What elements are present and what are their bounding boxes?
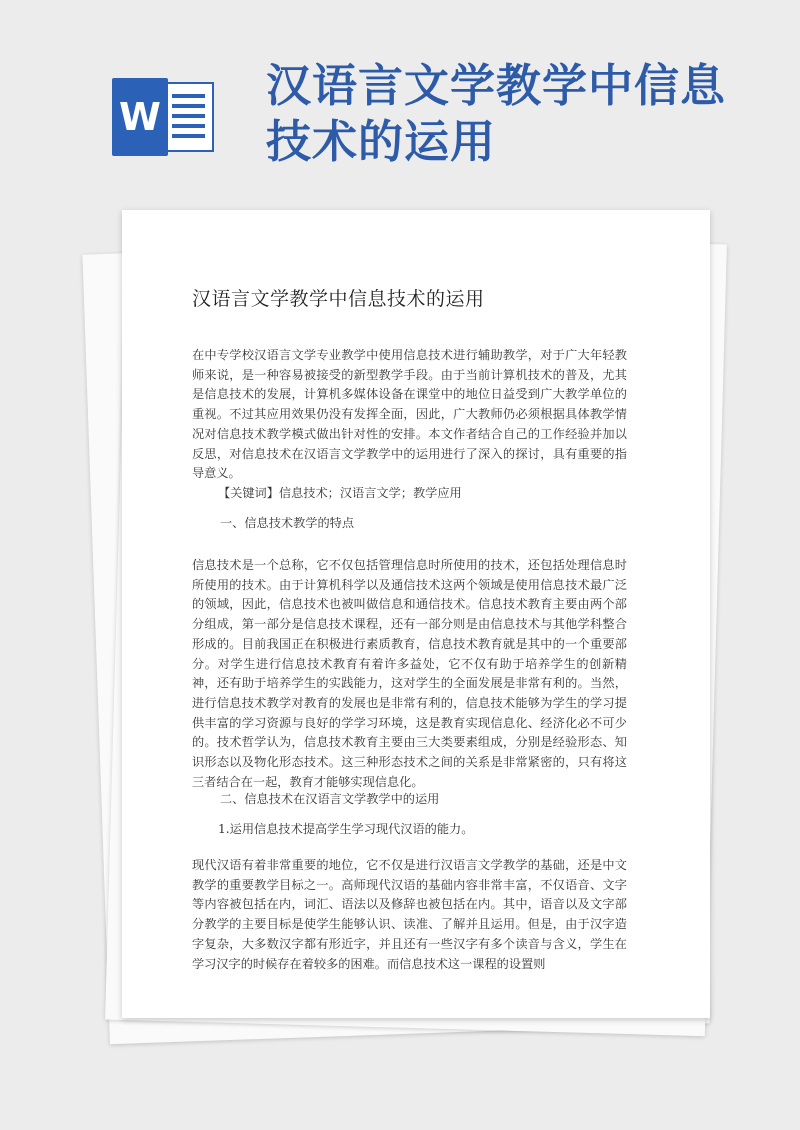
word-logo	[112, 78, 214, 156]
section-2-paragraph: 现代汉语有着非常重要的地位，它不仅是进行汉语言文学教学的基础，还是中文教学的重要教学目标之一。高师现代汉语的基础内容非常丰富，不仅语音、文字等内容被包括在内，词汇、语法以及修辞也被包括在内。其中，语音以及文字部分教学的主要目标是使学生能够认识、读准、了解并且运用。但是，由于汉字造字复杂，大多数汉字都有形近字，并且还有一些汉字有多个读音与含义，学生在学习汉字的时候存在着较多的困难。而信息技术这一课程的设置则	[192, 858, 627, 971]
document-title: 汉语言文学教学中信息技术的运用	[192, 288, 485, 310]
section-heading-1: 一、信息技术教学的特点	[220, 516, 355, 530]
word-w-icon: W	[112, 78, 168, 156]
section-heading-2: 二、信息技术在汉语言文学教学中的运用	[220, 792, 440, 806]
keywords-line: 【关键词】信息技术；汉语言文学；教学应用	[218, 486, 462, 500]
document-page	[122, 210, 710, 1018]
section-1-paragraph: 信息技术是一个总称，它不仅包括管理信息时所使用的技术，还包括处理信息时所使用的技术。由于计算机科学以及通信技术这两个领域是使用信息技术最广泛的领域，因此，信息技术也被叫做信息和通信技术。信息技术教育主要由两个部分组成，第一部分是信息技术课程，还有一部分则是由信息技术与其他学科整合形成的。目前我国正在积极进行素质教育，信息技术教育就是其中的一个重要部分。对学生进行信息技术教育有着许多益处，它不仅有助于培养学生的创新精神，还有助于培养学生的实践能力，这对学生的全面发展是非常有利的。当然，进行信息技术教学对教育的发展也是非常有利的，信息技术能够为学生的学习提供丰富的学习资源与良好的学学习环境，这是教育实现信息化、经济化必不可少的。技术哲学认为，信息技术教育主要由三大类要素组成，分别是经验形态、知识形态以及物化形态技术。这三种形态技术之间的关系是非常紧密的，只有将这三者结合在一起，教育才能够实现信息化。	[192, 558, 627, 789]
header-title: 汉语言文学教学中信息技术的运用	[266, 59, 727, 168]
subsection-heading-1: 1.运用信息技术提高学生学习现代汉语的能力。	[218, 822, 474, 836]
abstract-paragraph: 在中专学校汉语言文学专业教学中使用信息技术进行辅助教学，对于广大年轻教师来说，是一种容易被接受的新型教学手段。由于当前计算机技术的普及，尤其是信息技术的发展，计算机多媒体设备在课堂中的地位日益受到广大教学单位的重视。不过其应用效果仍没有发挥全面，因此，广大教师仍必须根据具体教学情况对信息技术教学模式做出针对性的安排。本文作者结合自己的工作经验并加以反思，对信息技术在汉语言文学教学中的运用进行了深入的探讨，具有重要的指导意义。	[192, 348, 627, 481]
